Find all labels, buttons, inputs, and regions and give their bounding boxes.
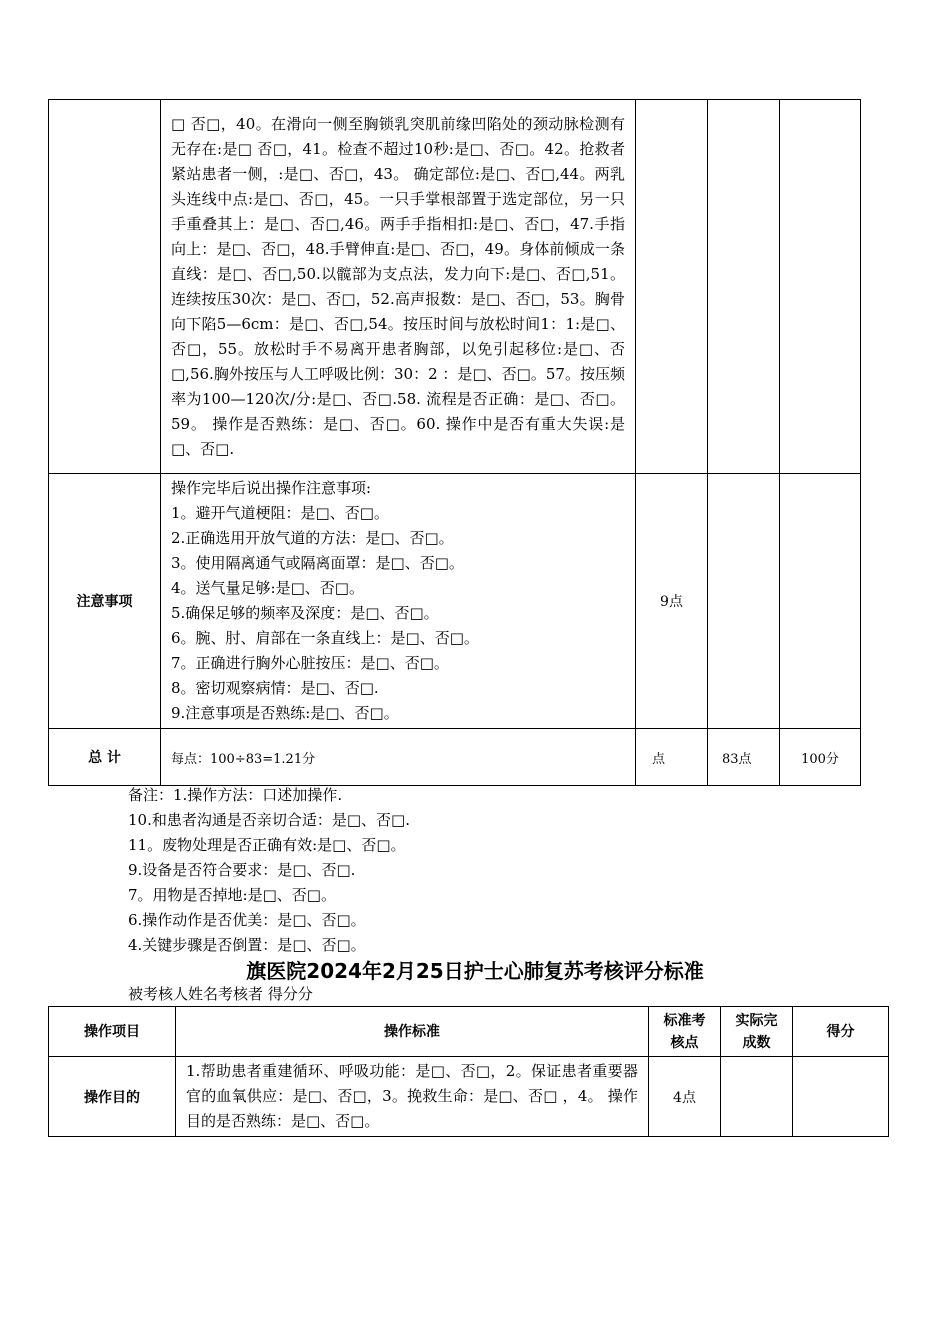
- attention-line: 2.正确选用开放气道的方法：是□、否□。: [171, 529, 454, 547]
- purpose-score-cell: [793, 1057, 889, 1137]
- purpose-points: 4点: [649, 1057, 721, 1137]
- attention-label: 注意事项: [49, 474, 161, 729]
- note-line: 7。用物是否掉地:是□、否□。: [128, 886, 336, 904]
- purpose-completed-cell: [721, 1057, 793, 1137]
- note-line: 11。废物处理是否正确有效:是□、否□。: [128, 836, 406, 854]
- attention-line: 8。密切观察病情：是□、否□.: [171, 679, 379, 697]
- header-points-line2: 核点: [670, 1034, 699, 1051]
- attention-line: 操作完毕后说出操作注意事项:: [171, 479, 372, 497]
- note-line: 10.和患者沟通是否亲切合适：是□、否□.: [128, 811, 410, 829]
- empty-item-cell: [49, 100, 161, 474]
- document-title: 旗医院2024年2月25日护士心肺复苏考核评分标准: [246, 959, 704, 983]
- total-formula: 每点：100÷83=1.21分: [161, 729, 636, 786]
- attention-line: 6。腕、肘、肩部在一条直线上：是□、否□。: [171, 629, 479, 647]
- total-label: 总 计: [49, 729, 161, 786]
- attention-line: 4。送气量足够:是□、否□。: [171, 579, 364, 597]
- note-line: 6.操作动作是否优美：是□、否□。: [128, 911, 366, 929]
- purpose-standard-cell: [176, 1057, 649, 1137]
- attention-line: 1。避开气道梗阻：是□、否□。: [171, 504, 389, 522]
- continued-standard-text: □ 否□，40。在滑向一侧至胸锁乳突肌前缘凹陷处的颈动脉检测有无存在:是□ 否□，41。检查不超过10秒:是□、否□。42。抢救者紧站患者一侧，:是□、否□，43。 确定部位:是□、否□,44。两乳头连线中点:是□、否□，45。一只手掌根部置于选定部位，另一只手重叠其上：是□、否□,46。两手手指相扣:是□、否□，47.手指向上：是□、否□，48.手臂伸直:是□、否□，49。身体前倾成一条直线：是□、否□,50.以髋部为支点法，发力向下:是□、否□,51。连续按压30次：是□、否□，52.高声报数：是□、否□，53。胸骨向下陷5—6cm：是□、否□,54。按压时间与放松时间1：1:是□、否□，55。放松时手不易离开患者胸部，以免引起移位:是□、否□,56.胸外按压与人工呼吸比例：30：2 ：是□、否□。57。按压频率为100—120次/分:是□、否□.58. 流程是否正确：是□、否□。59。 操作是否熟练：是□、否□。60. 操作中是否有重大失误:是□、否□.: [171, 114, 625, 458]
- scoring-table-continued: [48, 99, 861, 786]
- scoring-table: [48, 1006, 889, 1137]
- empty-score-cell: [780, 100, 861, 474]
- examinee-line: 被考核人姓名考核者 得分分: [128, 985, 313, 1003]
- total-score: 100分: [780, 729, 861, 786]
- attention-line: 5.确保足够的频率及深度：是□、否□。: [171, 604, 439, 622]
- empty-points-cell: [636, 100, 708, 474]
- header-standard: 操作标准: [176, 1007, 649, 1057]
- attention-score-cell: [780, 474, 861, 729]
- header-points: [649, 1007, 721, 1057]
- header-points-line1: 标准考: [663, 1012, 706, 1029]
- note-line: 4.关键步骤是否倒置：是□、否□。: [128, 936, 366, 954]
- notes-section: [128, 783, 410, 958]
- attention-completed-cell: [708, 474, 780, 729]
- attention-points: 9点: [636, 474, 708, 729]
- header-item: 操作项目: [49, 1007, 176, 1057]
- attention-line: 9.注意事项是否熟练:是□、否□。: [171, 704, 399, 722]
- attention-line: 7。正确进行胸外心脏按压：是□、否□。: [171, 654, 449, 672]
- attention-list: [161, 474, 635, 728]
- total-points: 点: [636, 729, 708, 786]
- header-completed-line2: 成数: [742, 1034, 771, 1051]
- note-line: 9.设备是否符合要求：是□、否□.: [128, 861, 356, 879]
- continued-standard-cell: [161, 100, 636, 474]
- header-completed-line1: 实际完: [735, 1012, 778, 1029]
- note-line: 备注：1.操作方法：口述加操作.: [128, 786, 343, 804]
- header-score: 得分: [793, 1007, 889, 1057]
- header-completed: [721, 1007, 793, 1057]
- attention-line: 3。使用隔离通气或隔离面罩：是□、否□。: [171, 554, 464, 572]
- attention-standard-cell: [161, 474, 636, 729]
- purpose-label: 操作目的: [49, 1057, 176, 1137]
- purpose-text: 1.帮助患者重建循环、呼吸功能：是□、否□，2。保证患者重要器官的血氧供应：是□、否□，3。挽救生命：是□、否□ ，4。 操作目的是否熟练：是□、否□。: [186, 1062, 638, 1130]
- total-completed: 83点: [708, 729, 780, 786]
- empty-completed-cell: [708, 100, 780, 474]
